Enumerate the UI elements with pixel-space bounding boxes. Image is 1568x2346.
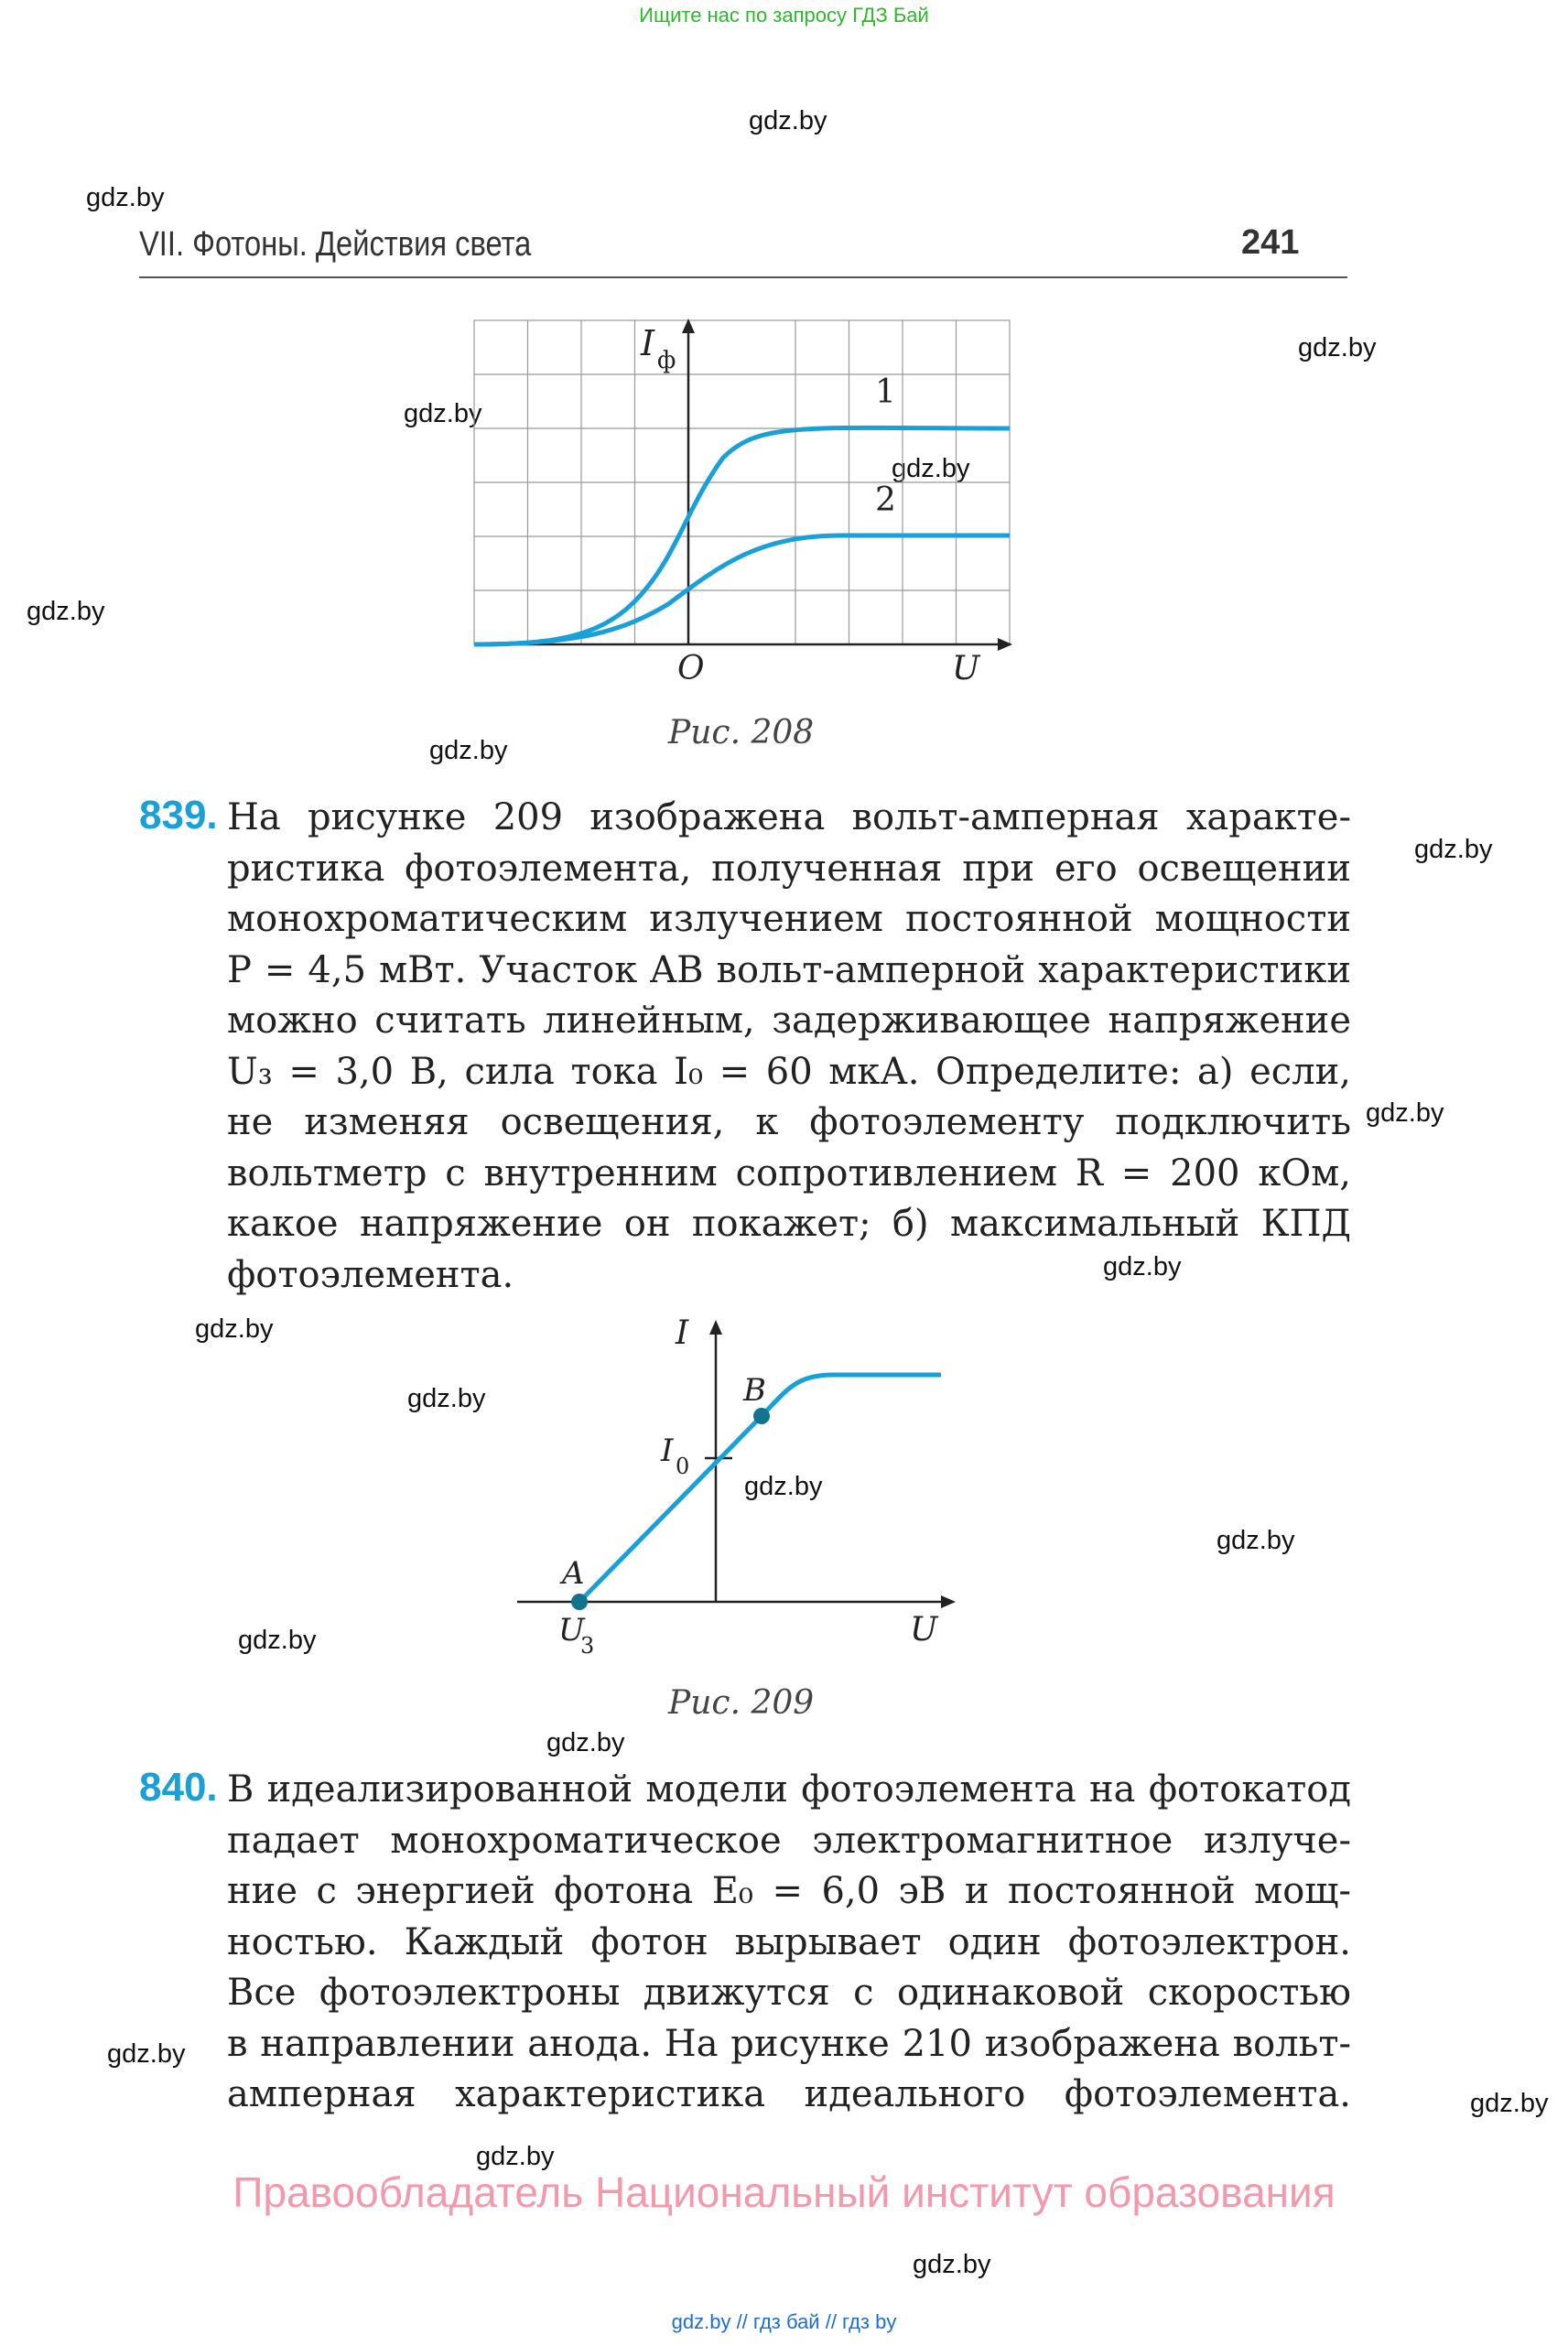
watermark: gdz.by — [404, 399, 482, 428]
text-line: Все фотоэлектроны движутся с одинаковой скоростью — [227, 1972, 1351, 2014]
text-line: падает монохроматическое электромагнитное излуче- — [227, 1819, 1351, 1862]
text-line: какое напряжение он покажет; б) максимальный КПД — [227, 1203, 1351, 1245]
watermark: gdz.by — [913, 2250, 991, 2279]
point-a-label: A — [562, 1555, 585, 1592]
curve-2-label: 2 — [875, 481, 896, 519]
text-line: U₃ = 3,0 В, сила тока I₀ = 60 мкА. Определите: а) если, — [227, 1050, 1351, 1093]
watermark: gdz.by — [476, 2142, 555, 2171]
axis-y-label: I — [641, 323, 655, 363]
header-rule — [139, 276, 1347, 278]
watermark: gdz.by — [195, 1314, 274, 1344]
problem-840-number: 840. — [139, 1765, 218, 1810]
text-line: не изменяя освещения, к фотоэлементу подключить — [227, 1101, 1351, 1143]
i0-subscript: 0 — [676, 1454, 690, 1479]
figure-209-caption: Рис. 209 — [668, 1684, 815, 1722]
page-number: 241 — [1241, 223, 1300, 262]
text-line: ристика фотоэлемента, полученная при его освещении — [227, 847, 1351, 890]
axis-x-label: U — [952, 650, 980, 687]
watermark: gdz.by — [107, 2039, 186, 2069]
axis-x-label: U — [910, 1611, 938, 1649]
watermark: gdz.by — [1103, 1252, 1182, 1281]
point-b-marker — [753, 1408, 770, 1424]
figure-209 — [503, 1309, 979, 1675]
watermark: gdz.by — [744, 1472, 823, 1501]
watermark: gdz.by — [429, 736, 508, 765]
text-line: ностью. Каждый фотон вырывает один фотоэлектрон. — [227, 1920, 1351, 1963]
footer-links[interactable]: gdz.by // гдз бай // гдз by — [671, 2310, 897, 2333]
figure-208 — [458, 311, 1025, 696]
axis-y-subscript: ф — [657, 347, 676, 374]
copyright-notice: Правообладатель Национальный институт образования — [232, 2168, 1336, 2216]
u3-subscript: 3 — [580, 1633, 595, 1659]
text-line: амперная характеристика идеального фотоэлемента. — [227, 2073, 1351, 2115]
watermark: gdz.by — [1217, 1526, 1295, 1555]
watermark: gdz.by — [407, 1384, 486, 1413]
text-line: На рисунке 209 изображена вольт-амперная характе- — [227, 796, 1351, 838]
text-line: вольтметр с внутренним сопротивлением R = 200 кОм, — [227, 1151, 1351, 1195]
top-note: Ищите нас по запросу ГДЗ Бай — [639, 4, 929, 27]
watermark: gdz.by — [27, 597, 105, 626]
text-line: В идеализированной модели фотоэлемента на фотокатод — [227, 1768, 1351, 1811]
text-line: в направлении анода. На рисунке 210 изображена вольт- — [227, 2022, 1351, 2065]
text-line: P = 4,5 мВт. Участок AB вольт-амперной характеристики — [227, 948, 1351, 991]
point-a-marker — [571, 1594, 588, 1610]
watermark: gdz.by — [1470, 2089, 1549, 2118]
text-line: можно считать линейным, задерживающее напряжение — [227, 1000, 1351, 1042]
figure-208-caption: Рис. 208 — [668, 714, 815, 751]
watermark: gdz.by — [86, 183, 165, 212]
watermark: gdz.by — [238, 1626, 317, 1655]
text-line: монохроматическим излучением постоянной мощности — [227, 898, 1351, 940]
text-line: фотоэлемента. — [227, 1253, 514, 1296]
u3-label: U — [558, 1612, 585, 1649]
problem-839-text — [227, 793, 1351, 1301]
problem-840-text — [227, 1765, 1351, 2121]
axis-y-label: I — [676, 1314, 689, 1352]
problem-839-number: 839. — [139, 793, 218, 838]
origin-label: O — [677, 650, 705, 687]
watermark: gdz.by — [546, 1728, 625, 1757]
text-line: ние с энергией фотона E₀ = 6,0 эВ и постоянной мощ- — [227, 1870, 1351, 1912]
axes — [474, 319, 1012, 651]
chapter-title: VII. Фотоны. Действия света — [139, 225, 532, 264]
point-b-label: B — [743, 1372, 766, 1409]
watermark: gdz.by — [1366, 1098, 1444, 1128]
watermark: gdz.by — [892, 454, 970, 483]
watermark: gdz.by — [749, 106, 827, 135]
i0-label: I — [661, 1432, 674, 1469]
watermark: gdz.by — [1298, 333, 1377, 362]
curve-1-label: 1 — [875, 373, 896, 411]
grid — [474, 320, 1010, 644]
watermark: gdz.by — [1414, 835, 1493, 864]
